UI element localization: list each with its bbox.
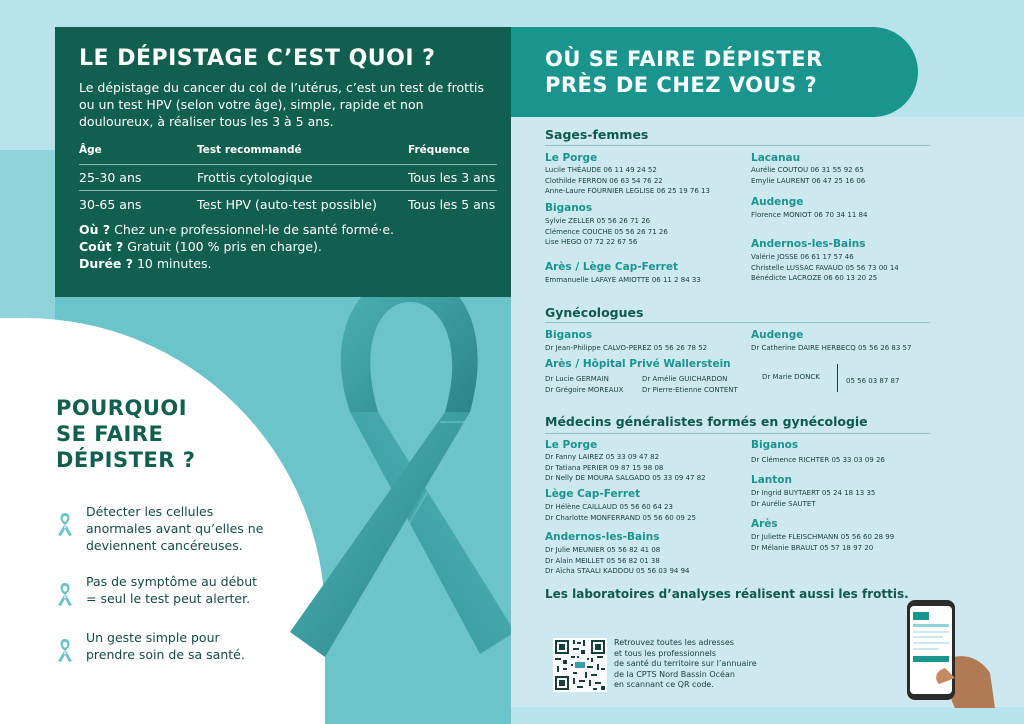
header-age: Âge bbox=[79, 144, 102, 156]
city-label: Audenge bbox=[751, 329, 804, 341]
contact-list: Valérie JOSSE 06 61 17 57 46 Christelle LUSSAC FAVAUD 05 56 73 00 14 Bénédicte LACROZE 06 60 13 20 25 bbox=[751, 253, 899, 282]
reason-text: Détecter les cellules anormales avant qu’elles ne deviennent cancéreuses. bbox=[86, 504, 264, 553]
city-label: Arès bbox=[751, 518, 778, 530]
contact-list: Emmanuelle LAFAYE AMIOTTE 06 11 2 84 33 bbox=[545, 276, 701, 284]
city-label: Biganos bbox=[751, 439, 799, 451]
reason-item bbox=[56, 629, 266, 663]
awareness-ribbon-icon bbox=[56, 637, 74, 663]
city-label: Lanton bbox=[751, 474, 792, 486]
depistage-title: LE DÉPISTAGE C’EST QUOI ? bbox=[79, 46, 436, 71]
depistage-intro: Le dépistage du cancer du col de l’utérus, c’est un test de frottis ou un test HPV (selon votre âge), simple, rapide et non douloureux, à réaliser tous les 3 à 5 ans. bbox=[79, 80, 484, 129]
city-label: Audenge bbox=[751, 196, 804, 208]
shared-phone: 05 56 03 87 87 bbox=[846, 377, 900, 385]
depistage-info bbox=[79, 221, 489, 272]
divider bbox=[545, 145, 930, 146]
city-label: Arès / Lège Cap-Ferret bbox=[545, 261, 678, 273]
table-row bbox=[79, 191, 497, 217]
reason-item bbox=[56, 503, 266, 554]
ou-title: OÙ SE FAIRE DÉPISTER PRÈS DE CHEZ VOUS ? bbox=[545, 47, 823, 97]
reason-text: Pas de symptôme au début = seul le test peut alerter. bbox=[86, 574, 258, 606]
section-title-sages-femmes: Sages-femmes bbox=[545, 127, 649, 142]
info-cost: Coût ? Gratuit (100 % pris en charge). bbox=[79, 239, 322, 254]
qr-code[interactable] bbox=[553, 638, 607, 692]
awareness-ribbon-illustration bbox=[280, 262, 530, 662]
table-row bbox=[79, 165, 497, 191]
header-test: Test recommandé bbox=[197, 144, 302, 156]
contact-list: Dr Juliette FLEISCHMANN 05 56 60 28 99 Dr Mélanie BRAULT 05 57 18 97 20 bbox=[751, 533, 895, 552]
awareness-ribbon-icon bbox=[56, 581, 74, 607]
divider bbox=[545, 322, 930, 323]
cell-test: Test HPV (auto-test possible) bbox=[197, 196, 377, 212]
section-title-medecins: Médecins généralistes formés en gynécologie bbox=[545, 414, 868, 429]
cell-age: 25-30 ans bbox=[79, 170, 142, 185]
labo-note: Les laboratoires d’analyses réalisent aussi les frottis. bbox=[545, 587, 909, 601]
contact-list: Dr Ingrid BUYTAERT 05 24 18 13 35 Dr Aurélie SAUTET bbox=[751, 489, 876, 508]
contact-list: Sylvie ZELLER 05 56 26 71 26 Clémence COUCHE 05 56 26 71 26 Lise HEGO 07 72 22 67 56 bbox=[545, 217, 668, 246]
city-label: Le Porge bbox=[545, 152, 598, 164]
qr-instructions: Retrouvez toutes les adresses et tous les professionnels de santé du territoire sur l’annuaire de la CPTS Nord Bassin Océan en scannant ce QR code. bbox=[614, 638, 757, 689]
cell-age: 30-65 ans bbox=[79, 196, 142, 212]
contact-list: Florence MONIOT 06 70 34 11 84 bbox=[751, 211, 868, 219]
depistage-box bbox=[55, 27, 511, 297]
contact-list: Dr Clémence RICHTER 05 33 03 09 26 bbox=[751, 456, 885, 464]
bottom-strip bbox=[511, 707, 1024, 724]
contact-list: Dr Lucie GERMAIN Dr Grégoire MOREAUX bbox=[545, 375, 624, 394]
city-label: Andernos-les-Bains bbox=[751, 238, 866, 250]
contact-list: Dr Catherine DAIRE HERBECQ 05 56 26 83 57 bbox=[751, 344, 912, 352]
cell-frequency: Tous les 3 ans bbox=[408, 170, 496, 185]
contact-list: Dr Fanny LAIREZ 05 33 09 47 82 Dr Tatiana PERIER 09 87 15 98 08 Dr Nelly DE MOURA SALGADO 05 33 09 47 82 bbox=[545, 453, 706, 482]
section-title-gynecologues: Gynécologues bbox=[545, 305, 644, 320]
contact-list: Lucile THÉAUDE 06 11 49 24 52 Clothilde FERRON 06 63 54 76 22 Anne-Laure FOURNIER LEGLISE 06 25 19 76 13 bbox=[545, 166, 710, 195]
pourquoi-title: POURQUOI SE FAIRE DÉPISTER ? bbox=[56, 396, 196, 472]
ou-header bbox=[511, 27, 918, 117]
bracket bbox=[832, 364, 838, 392]
city-label: Biganos bbox=[545, 329, 593, 341]
city-label: Arès / Hôpital Privé Wallerstein bbox=[545, 358, 731, 370]
header-frequency: Fréquence bbox=[408, 144, 470, 156]
city-label: Lacanau bbox=[751, 152, 801, 164]
awareness-ribbon-icon bbox=[56, 511, 74, 537]
contact-list: Dr Jean-Philippe CALVO-PEREZ 05 56 26 78 52 bbox=[545, 344, 708, 352]
cell-frequency: Tous les 5 ans bbox=[408, 196, 496, 212]
city-label: Biganos bbox=[545, 202, 593, 214]
cell-test: Frottis cytologique bbox=[197, 170, 313, 185]
contact-list: Dr Hélène CAILLAUD 05 56 60 64 23 Dr Charlotte MONFERRAND 05 56 60 09 25 bbox=[545, 503, 696, 522]
smartphone-in-hand-icon bbox=[895, 598, 995, 708]
contact-list: Dr Julie MEUNIER 05 56 82 41 08 Dr Alain MEILLET 05 56 82 01 38 Dr Aïcha STAALI KADDOU 05 56 03 94 94 bbox=[545, 546, 690, 575]
screening-table bbox=[79, 144, 497, 217]
reason-item bbox=[56, 573, 266, 607]
info-duration: Durée ? 10 minutes. bbox=[79, 256, 212, 271]
contact-list: Aurélie COUTOU 06 31 55 92 65 Emylie LAURENT 06 47 25 16 06 bbox=[751, 166, 866, 185]
contact-list: Dr Marie DONCK bbox=[762, 373, 820, 381]
info-where: Où ? Chez un·e professionnel·le de santé formé·e. bbox=[79, 222, 395, 237]
reason-text: Un geste simple pour prendre soin de sa santé. bbox=[86, 630, 245, 662]
table-header bbox=[79, 144, 497, 165]
divider bbox=[545, 433, 930, 434]
city-label: Lège Cap-Ferret bbox=[545, 488, 641, 500]
contact-list: Dr Amélie GUICHARDON Dr Pierre-Etienne CONTENT bbox=[642, 375, 738, 394]
city-label: Le Porge bbox=[545, 439, 598, 451]
city-label: Andernos-les-Bains bbox=[545, 531, 660, 543]
